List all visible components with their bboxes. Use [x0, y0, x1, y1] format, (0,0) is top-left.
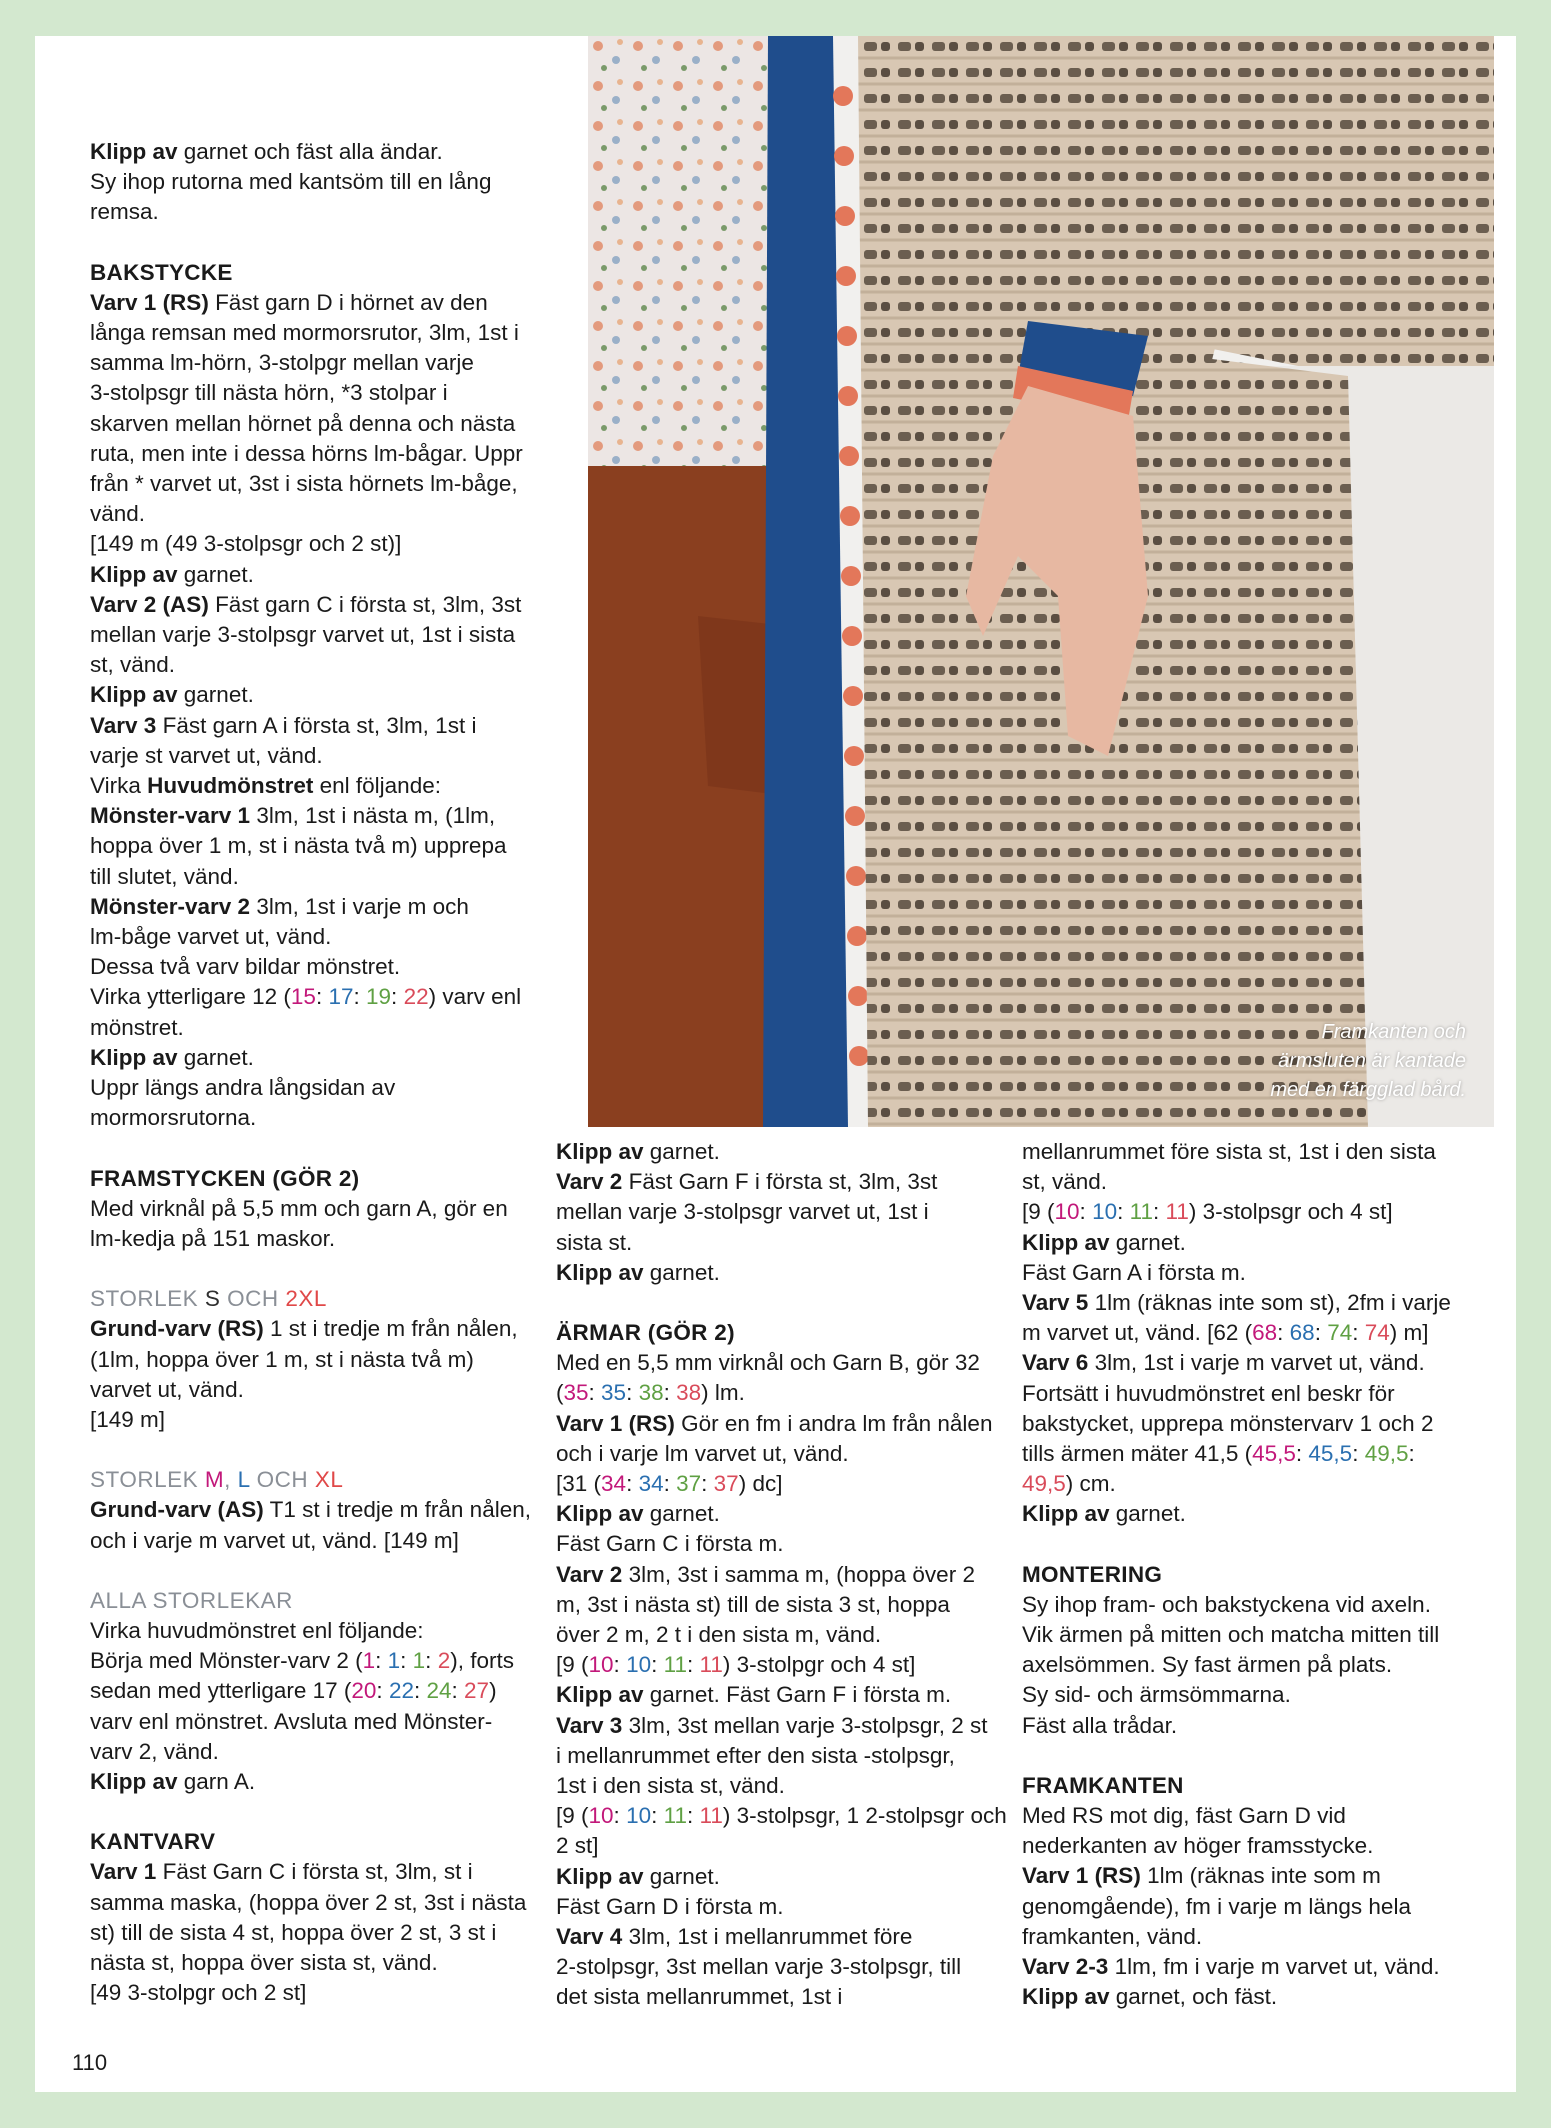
text: varje st varvet ut, vänd.: [90, 742, 323, 768]
text: genomgående), fm i varje m längs hela: [1022, 1893, 1411, 1919]
instruction-label: Klipp av: [1022, 1501, 1110, 1527]
text: garnet. Fäst Garn F i första m.: [643, 1682, 952, 1708]
text: vänd.: [90, 501, 146, 527]
size-number: 34: [638, 1471, 664, 1497]
section-heading-bakstycke: BAKSTYCKE: [90, 259, 233, 285]
size-number: 11: [1165, 1199, 1189, 1225]
size-number: 10: [588, 1803, 614, 1829]
text: samma maska, (hoppa över 2 st, 3st i nästa: [90, 1889, 527, 1915]
row-label: Varv 2: [556, 1169, 623, 1195]
size-number: 38: [638, 1380, 664, 1406]
column-2: Klipp av garnet. Varv 2 Fäst Garn F i första st, 3lm, 3st mellan varje 3-stolpsgr varvet ut, 1st i sista st. Klipp av garnet. ÄRMAR (GÖR 2) Med en 5,5 mm virknål och Garn B, gör 32 (35: 35: 38: 38) lm. Varv 1 (RS) Gör en fm i andra lm från nålen och i varje lm varvet ut, vänd. [31 (34: 34: 37: 37) dc] Klipp av garnet. Fäst Garn C i första m. Varv 2 3lm, 3st i samma m, (hoppa över 2 m, 3st i nästa st) till de sista 3 st, hoppa över 2 m, 2 t i den sista m, vänd. [9 (10: 10: 11: 11) 3-stolpgr och 4 st] Klipp av garnet. Fäst Garn F i första m. Varv 3 3lm, 3st mellan varje 3-stolpsgr, 2 st i mellanrummet efter den sista -stolpsgr, 1st i den sista st, vänd. [9 (10: 10: 11: 11) 3-stolpsgr, 1 2-stolpsgr och 2 st] Klipp av garnet. Fäst Garn D i första m. Varv 4 3lm, 1st i mellanrummet före 2-stolpsgr, 3st mellan varje 3-stolpsgr, till det sista mellanrummet, 1st i: [556, 1137, 1016, 2013]
text: framkanten, vänd.: [1022, 1923, 1203, 1949]
text: Uppr längs andra långsidan av: [90, 1075, 396, 1101]
text: 2 st]: [556, 1833, 599, 1859]
text: tills ärmen mäter 41,5 (: [1022, 1441, 1253, 1467]
text: T1 st i tredje m från nålen,: [263, 1497, 531, 1523]
size-number: 38: [676, 1380, 702, 1406]
text: (: [556, 1380, 564, 1406]
text: mellan varje 3-stolpsgr varvet ut, 1st i: [556, 1199, 929, 1225]
text: lm-båge varvet ut, vänd.: [90, 924, 332, 950]
text: Med RS mot dig, fäst Garn D vid: [1022, 1803, 1346, 1829]
photo-caption: [1270, 1018, 1466, 1105]
instruction-label: Klipp av: [556, 1682, 644, 1708]
size-number: 68: [1252, 1320, 1278, 1346]
text: Fortsätt i huvudmönstret enl beskr för: [1022, 1380, 1395, 1406]
text: enl följande:: [313, 773, 441, 799]
text: Fäst garn D i hörnet av den: [208, 289, 488, 315]
text: STORLEK: [90, 1467, 205, 1493]
text: samma lm-hörn, 3-stolpgr mellan varje: [90, 350, 474, 376]
row-label: Varv 3: [90, 712, 157, 738]
text: garnet.: [1109, 1501, 1186, 1527]
text: sista st.: [556, 1229, 633, 1255]
text: Virka huvudmönstret enl följande:: [90, 1617, 424, 1643]
text: garnet.: [643, 1863, 720, 1889]
text: mellan varje 3-stolpsgr varvet ut, 1st i sista: [90, 622, 516, 648]
text: nästa st, hoppa över sista st, vänd.: [90, 1949, 438, 1975]
text: [9 (: [556, 1652, 589, 1678]
text: ,: [224, 1467, 238, 1493]
row-label: Varv 1 (RS): [1022, 1863, 1141, 1889]
size-number: 49,5: [1022, 1471, 1066, 1497]
text: ): [489, 1678, 497, 1704]
text: 3lm, 1st i varje m varvet ut, vänd.: [1088, 1350, 1425, 1376]
stitch-count: [149 m]: [90, 1406, 166, 1432]
row-label: Mönster-varv 1: [90, 803, 251, 829]
row-label: Varv 2 (AS): [90, 591, 209, 617]
instruction-label: Klipp av: [556, 1259, 644, 1285]
size-number: 15: [290, 984, 316, 1010]
text: 1st i den sista st, vänd.: [556, 1773, 785, 1799]
size-l: L: [237, 1467, 250, 1493]
text: st, vänd.: [1022, 1169, 1108, 1195]
text: ) dc]: [738, 1471, 783, 1497]
text: garnet och fäst alla ändar.: [177, 139, 443, 164]
text: Sy sid- och ärmsömmarna.: [1022, 1682, 1291, 1708]
row-label: Varv 6: [1022, 1350, 1089, 1376]
caption-line: ärmsluten är kantade: [1278, 1050, 1466, 1072]
column-1: Klipp av garnet och fäst alla ändar. Sy ihop rutorna med kantsöm till en lång remsa. BAKSTYCKE Varv 1 (RS) Fäst garn D i hörnet av den långa remsan med mormorsrutor, 3lm, 1st i samma lm-hörn, 3-stolpgr mellan varje 3-stolpsgr till nästa hörn, *3 stolpar i skarven mellan hörnet på denna och nästa ruta, men inte i dessa hörns lm-bågar. Uppr från * varvet ut, 3st i sista hörnets lm-båge, vänd. [149 m (49 3-stolpsgr och 2 st)] Klipp av garnet. Varv 2 (AS) Fäst garn C i första st, 3lm, 3st mellan varje 3-stolpsgr varvet ut, 1st i sista st, vänd. Klipp av garnet. Varv 3 Fäst garn A i första st, 3lm, 1st i varje st varvet ut, vänd. Virka Huvudmönstret enl följande: Mönster-varv 1 3lm, 1st i nästa m, (1lm, hoppa över 1 m, st i nästa två m) upprepa till slutet, vänd. Mönster-varv 2 3lm, 1st i varje m och lm-båge varvet ut, vänd. Dessa två varv bildar mönstret. Virka ytterligare 12 (15: 17: 19: 22) varv enl mönstret. Klipp av garnet. Uppr längs andra långsidan av mormorsrutorna. FRAMSTYCKEN (GÖR 2) Med virknål på 5,5 mm och garn A, gör en lm-kedja på 151 maskor. STORLEK S OCH 2XL Grund-varv (RS) 1 st i tredje m från nålen, (1lm, hoppa över 1 m, st i nästa två m) varvet ut, vänd. [149 m] STORLEK M, L OCH XL Grund-varv (AS) T1 st i tredje m från nålen, och i varje m varvet ut, vänd. [149 m] ALLA STORLEKAR Virka huvudmönstret enl följande: Börja med Mönster-varv 2 (1: 1: 1: 2), forts sedan med ytterligare 17 (20: 22: 24: 27) varv enl mönstret. Avsluta med Mönster- varv 2, vänd. Klipp av garn A. KANTVARV Varv 1 Fäst Garn C i första st, 3lm, st i samma maska, (hoppa över 2 st, 3st i nästa st) till de sista 4 st, hoppa över 2 st, 3 st i nästa st, hoppa över sista st, vänd. [49 3-stolpgr och 2 st]: [90, 137, 550, 2008]
row-label: Varv 1 (RS): [556, 1410, 675, 1436]
size-number: 1: [387, 1648, 401, 1674]
size-number: 27: [464, 1678, 490, 1704]
text: garn A.: [177, 1768, 256, 1794]
size-number: 20: [351, 1678, 377, 1704]
size-number: 11: [1129, 1199, 1153, 1225]
size-number: 10: [1054, 1199, 1080, 1225]
column-3: mellanrummet före sista st, 1st i den sista st, vänd. [9 (10: 10: 11: 11) 3-stolpsgr och 4 st] Klipp av garnet. Fäst Garn A i första m. Varv 5 1lm (räknas inte som st), 2fm i varje m varvet ut, vänd. [62 (68: 68: 74: 74) m] Varv 6 3lm, 1st i varje m varvet ut, vänd. Fortsätt i huvudmönstret enl beskr för bakstycket, upprepa mönstervarv 1 och 2 tills ärmen mäter 41,5 (45,5: 45,5: 49,5: 49,5) cm. Klipp av garnet. MONTERING Sy ihop fram- och bakstyckena vid axeln. Vik ärmen på mitten och matcha mitten till axelsömmen. Sy fast ärmen på plats. Sy sid- och ärmsömmarna. Fäst alla trådar. FRAMKANTEN Med RS mot dig, fäst Garn D vid nederkanten av höger framsstycke. Varv 1 (RS) 1lm (räknas inte som m genomgående), fm i varje m längs hela framkanten, vänd. Varv 2-3 1lm, fm i varje m varvet ut, vänd. Klipp av garnet, och fäst.: [1022, 1137, 1492, 2012]
text: 3lm, 1st i mellanrummet före: [622, 1924, 913, 1950]
size-number: 1: [412, 1648, 426, 1674]
text: Fäst Garn A i första m.: [1022, 1259, 1246, 1285]
text: 1lm, fm i varje m varvet ut, vänd.: [1108, 1954, 1440, 1980]
size-number: 2: [437, 1648, 451, 1674]
size-number: 45,5: [1308, 1441, 1353, 1467]
text: st) till de sista 4 st, hoppa över 2 st, 3 st i: [90, 1919, 497, 1945]
text: i mellanrummet efter den sista -stolpsgr,: [556, 1742, 955, 1768]
text: ) m]: [1389, 1320, 1429, 1346]
text: 1lm (räknas inte som st), 2fm i varje: [1088, 1290, 1451, 1316]
text: bakstycket, upprepa mönstervarv 1 och 2: [1022, 1410, 1434, 1436]
text: garnet, och fäst.: [1109, 1984, 1278, 2010]
text: ) varv enl: [428, 984, 522, 1010]
text: skarven mellan hörnet på denna och nästa: [90, 410, 516, 436]
text: Virka: [90, 773, 148, 799]
text: till slutet, vänd.: [90, 863, 239, 889]
text: ), forts: [450, 1648, 514, 1674]
text: remsa.: [90, 199, 159, 225]
size-heading: [90, 1465, 550, 1495]
text: nederkanten av höger framsstycke.: [1022, 1833, 1374, 1859]
text: 3lm, 1st i varje m och: [250, 893, 469, 919]
size-number: 49,5: [1364, 1441, 1409, 1467]
text: ) 3-stolpsgr, 1 2-stolpsgr och: [722, 1803, 1007, 1829]
instruction-label: Klipp av: [90, 1044, 178, 1070]
text: och i varje lm varvet ut, vänd.: [556, 1440, 849, 1466]
text: Med virknål på 5,5 mm och garn A, gör en: [90, 1195, 508, 1221]
size-number: 11: [663, 1803, 687, 1829]
row-label: Varv 2-3: [1022, 1954, 1109, 1980]
text: ruta, men inte i dessa hörns lm-bågar. Uppr: [90, 440, 523, 466]
instruction-label: Klipp av: [90, 1768, 178, 1794]
caption-line: med en färgglad bård.: [1270, 1079, 1466, 1101]
text: garnet.: [643, 1139, 720, 1164]
text: över 2 m, 2 t i den sista m, vänd.: [556, 1622, 882, 1648]
text: OCH: [220, 1286, 286, 1312]
size-number: 10: [1092, 1199, 1118, 1225]
text: OCH: [249, 1467, 315, 1493]
text: STORLEK: [90, 1286, 205, 1312]
text: garnet.: [1109, 1229, 1186, 1255]
section-heading-montering: MONTERING: [1022, 1561, 1163, 1587]
text: Med en 5,5 mm virknål och Garn B, gör 32: [556, 1350, 980, 1376]
section-heading-framstycken: FRAMSTYCKEN (GÖR 2): [90, 1165, 360, 1191]
text: 1lm (räknas inte som m: [1140, 1863, 1381, 1889]
text: mormorsrutorna.: [90, 1105, 257, 1131]
row-label: Grund-varv (AS): [90, 1497, 264, 1523]
size-number: 74: [1364, 1320, 1390, 1346]
text: Fäst garn A i första st, 3lm, 1st i: [156, 712, 477, 738]
text: 3lm, 3st i samma m, (hoppa över 2: [622, 1561, 975, 1587]
row-label: Varv 4: [556, 1924, 623, 1950]
text: 1 st i tredje m från nålen,: [263, 1316, 518, 1342]
text: Fäst Garn C i första st, 3lm, st i: [156, 1859, 473, 1885]
text: varv 2, vänd.: [90, 1738, 219, 1764]
size-heading: ALLA STORLEKAR: [90, 1587, 293, 1613]
row-label: Mönster-varv 2: [90, 893, 251, 919]
text: [31 (: [556, 1471, 602, 1497]
text: långa remsan med mormorsrutor, 3lm, 1st i: [90, 320, 519, 346]
row-label: Varv 2: [556, 1561, 623, 1587]
stitch-count: [49 3-stolpgr och 2 st]: [90, 1980, 307, 2006]
instruction-label: Klipp av: [90, 682, 178, 708]
size-number: 35: [601, 1380, 627, 1406]
size-2xl: 2XL: [285, 1286, 327, 1312]
size-number: 37: [713, 1471, 739, 1497]
size-heading: [90, 1284, 550, 1314]
text: [9 (: [556, 1803, 589, 1829]
section-heading-kantvarv: KANTVARV: [90, 1829, 216, 1855]
text: 3lm, 3st mellan varje 3-stolpsgr, 2 st: [622, 1712, 988, 1738]
text: 3-stolpsgr till nästa hörn, *3 stolpar i: [90, 380, 448, 406]
text: Sy ihop fram- och bakstyckena vid axeln.: [1022, 1591, 1431, 1617]
text: Sy ihop rutorna med kantsöm till en lång: [90, 169, 492, 195]
text: och i varje m varvet ut, vänd. [149 m]: [90, 1527, 459, 1553]
text: det sista mellanrummet, 1st i: [556, 1984, 843, 2010]
size-number: 10: [626, 1652, 652, 1678]
size-number: 1: [362, 1648, 376, 1674]
row-label: Varv 1 (RS): [90, 289, 209, 315]
size-number: 17: [328, 984, 354, 1010]
crochet-cardigan-image: [588, 36, 1494, 1127]
text: varvet ut, vänd.: [90, 1376, 244, 1402]
instruction-label: Klipp av: [556, 1863, 644, 1889]
text: m, 3st i nästa st) till de sista 3 st, hoppa: [556, 1591, 950, 1617]
text: Fäst Garn D i första m.: [556, 1893, 784, 1919]
text: Fäst garn C i första st, 3lm, 3st: [208, 591, 522, 617]
size-number: 22: [403, 984, 429, 1010]
text: ) 3-stolpgr och 4 st]: [722, 1652, 916, 1678]
size-number: 74: [1327, 1320, 1353, 1346]
size-number: 37: [676, 1471, 702, 1497]
size-number: 24: [426, 1678, 452, 1704]
text: Fäst alla trådar.: [1022, 1712, 1178, 1738]
text: garnet.: [177, 682, 254, 708]
text: Fäst Garn F i första st, 3lm, 3st: [622, 1169, 938, 1195]
text: Virka ytterligare 12 (: [90, 984, 291, 1010]
text: mönstret.: [90, 1014, 184, 1040]
text: 2-stolpsgr, 3st mellan varje 3-stolpsgr, till: [556, 1954, 962, 1980]
text: Gör en fm i andra lm från nålen: [674, 1410, 993, 1436]
text: hoppa över 1 m, st i nästa två m) upprepa: [90, 833, 507, 859]
instruction-label: Klipp av: [556, 1501, 644, 1527]
size-xl: XL: [314, 1467, 344, 1493]
size-number: 11: [699, 1652, 723, 1678]
text: lm-kedja på 151 maskor.: [90, 1225, 336, 1251]
instruction-label: Klipp av: [1022, 1229, 1110, 1255]
instruction-label: Klipp av: [90, 561, 178, 587]
caption-line: Framkanten och: [1321, 1021, 1466, 1043]
size-number: 19: [366, 984, 392, 1010]
size-number: 45,5: [1252, 1441, 1296, 1467]
size-number: 35: [563, 1380, 589, 1406]
size-number: 68: [1289, 1320, 1315, 1346]
cardigan-photo: [588, 36, 1494, 1127]
text: Dessa två varv bildar mönstret.: [90, 954, 401, 980]
text: ) lm.: [701, 1380, 745, 1406]
text: ) 3-stolpsgr och 4 st]: [1188, 1199, 1393, 1225]
size-m: M: [204, 1467, 225, 1493]
pattern-name: Huvudmönstret: [147, 773, 314, 799]
row-label: Grund-varv (RS): [90, 1316, 264, 1342]
section-heading-framkanten: FRAMKANTEN: [1022, 1772, 1184, 1798]
section-heading-armar: ÄRMAR (GÖR 2): [556, 1320, 735, 1346]
row-label: Varv 1: [90, 1859, 157, 1885]
text: st, vänd.: [90, 652, 176, 678]
text: från * varvet ut, 3st i sista hörnets lm-båge,: [90, 471, 518, 497]
size-number: 11: [663, 1652, 687, 1678]
stitch-count: [149 m (49 3-stolpsgr och 2 st)]: [90, 531, 402, 557]
text: garnet.: [643, 1259, 720, 1285]
text: m varvet ut, vänd. [62 (: [1022, 1320, 1253, 1346]
text: mellanrummet före sista st, 1st i den sista: [1022, 1139, 1436, 1164]
text: varv enl mönstret. Avsluta med Mönster-: [90, 1708, 493, 1734]
text: Fäst Garn C i första m.: [556, 1531, 784, 1557]
magazine-page: [35, 36, 1516, 2092]
text: ) cm.: [1065, 1471, 1116, 1497]
size-number: 22: [388, 1678, 414, 1704]
text: garnet.: [643, 1501, 720, 1527]
row-label: Varv 3: [556, 1712, 623, 1738]
text: [9 (: [1022, 1199, 1055, 1225]
text: Vik ärmen på mitten och matcha mitten till: [1022, 1622, 1440, 1648]
size-number: 11: [699, 1803, 723, 1829]
text: (1lm, hoppa över 1 m, st i nästa två m): [90, 1346, 474, 1372]
instruction-label: Klipp av: [90, 139, 178, 164]
size-number: 34: [601, 1471, 627, 1497]
row-label: Varv 5: [1022, 1290, 1089, 1316]
size-number: 10: [588, 1652, 614, 1678]
size-s: S: [204, 1286, 221, 1312]
instruction-label: Klipp av: [1022, 1984, 1110, 2010]
instruction-label: Klipp av: [556, 1139, 644, 1164]
text: garnet.: [177, 561, 254, 587]
text: Börja med Mönster-varv 2 (: [90, 1648, 363, 1674]
page-number: 110: [72, 2050, 108, 2075]
text: axelsömmen. Sy fast ärmen på plats.: [1022, 1652, 1393, 1678]
text: 3lm, 1st i nästa m, (1lm,: [250, 803, 496, 829]
size-number: 10: [626, 1803, 652, 1829]
text: garnet.: [177, 1044, 254, 1070]
text: sedan med ytterligare 17 (: [90, 1678, 352, 1704]
